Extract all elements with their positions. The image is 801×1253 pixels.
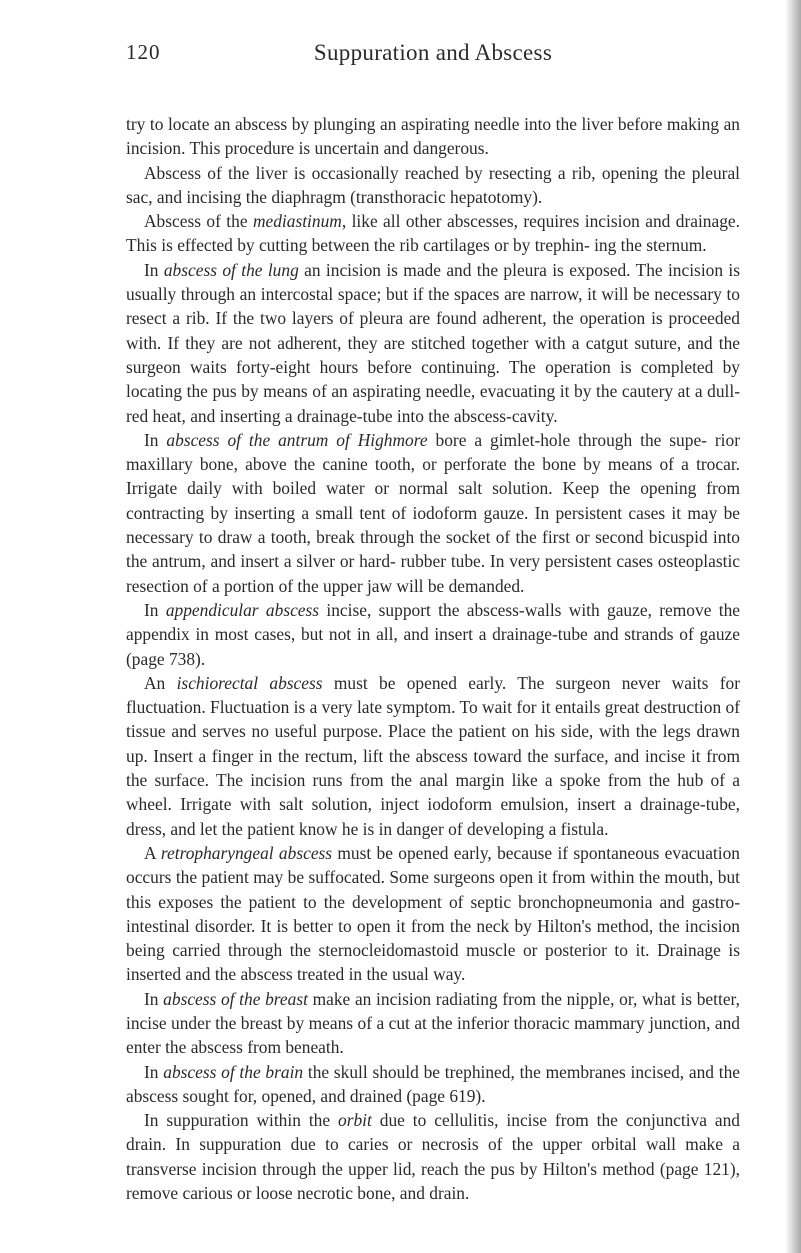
text-run: , like all other abscesses, requires incision and drainage. This is effected by cutting between the rib cartilages or by trephin- ing the sternum.: [126, 211, 740, 256]
text-run: an incision is made and the pleura is exposed. The incision is usually through an intercostal space; but if the spaces are narrow, it will be necessary to resect a rib. If the two layers of pleura are found adherent, the operation is proceeded with. If they are not adherent, they are stitched together with a catgut suture, and the surgeon waits forty-eight hours before continuing. The operation is completed by locating the pus by means of an aspirating needle, evacuating it by the cautery at a dull-red heat, and inserting a drainage-tube into the abscess-cavity.: [126, 259, 740, 426]
page-edge-shadow: [785, 0, 801, 1253]
italic-term: abscess of the lung: [163, 259, 299, 280]
text-run: In: [144, 599, 166, 620]
italic-term: abscess of the antrum of Highmore: [166, 429, 428, 450]
text-run: In: [144, 1061, 164, 1082]
text-run: due to cellulitis, incise from the conjunctiva and drain. In suppuration due to caries or necrosis of the upper orbital wall make a transverse incision through the upper lid, reach the pus by Hilton's method (page 121), remove carious or loose necrotic bone, and drain.: [126, 1110, 740, 1204]
italic-term: appendicular abscess: [165, 599, 320, 620]
body-text: [126, 112, 740, 1205]
paragraph: [126, 1060, 740, 1109]
text-run: An: [144, 672, 177, 693]
text-run: try to locate an abscess by plunging an aspirating needle into the liver before making an incision. This procedure is uncertain and dangerous.: [126, 114, 740, 159]
paragraph: [126, 841, 740, 987]
italic-term: ischiorectal abscess: [176, 672, 323, 693]
paragraph: [126, 598, 740, 671]
italic-term: retropharyngeal abscess: [160, 842, 333, 863]
paragraph: [126, 258, 740, 428]
text-run: incise, support the abscess-walls with gauze, remove the appendix in most cases, but not in all, and insert a drainage-tube and strands of gauze (page 738).: [126, 599, 740, 669]
page-number: 120: [126, 40, 161, 64]
paragraph: [126, 428, 740, 598]
italic-term: mediastinum: [252, 211, 342, 232]
page-header: [126, 40, 740, 80]
text-run: Abscess of the: [144, 211, 253, 232]
paragraph: [126, 987, 740, 1060]
text-run: bore a gimlet-hole through the supe- rior maxillary bone, above the canine tooth, or perforate the bone by means of a trocar. Irrigate daily with boiled water or normal salt solution. Keep the opening from contracting by inserting a small tent of iodoform gauze. In persistent cases it may be necessary to draw a tooth, break through the socket of the first or second bicuspid into the antrum, and insert a silver or hard- rubber tube. In very persistent cases osteoplastic resection of a portion of the upper jaw will be demanded.: [126, 429, 740, 596]
text-run: Abscess of the liver is occasionally reached by resecting a rib, opening the pleural sac, and incising the diaphragm (transthoracic hepatotomy).: [126, 162, 740, 207]
paragraph: [126, 112, 740, 161]
text-run: In suppuration within the: [144, 1110, 339, 1131]
italic-term: orbit: [338, 1110, 372, 1131]
text-run: must be opened early, because if spontaneous evacuation occurs the patient may be suffocated. Some surgeons open it from within the mouth, but this exposes the patient to the development of septic bronchopneumonia and gastro-intestinal disorder. It is better to open it from the neck by Hilton's method, the incision being carried through the sternocleidomastoid muscle or posterior to it. Drainage is inserted and the abscess treated in the usual way.: [126, 842, 740, 985]
text-run: In: [144, 988, 164, 1009]
text-run: make an incision radiating from the nipple, or, what is better, incise under the breast by means of a cut at the inferior thoracic mammary junction, and enter the abscess from beneath.: [126, 988, 740, 1058]
italic-term: abscess of the brain: [163, 1061, 304, 1082]
text-run: In: [144, 259, 164, 280]
running-title: Suppuration and Abscess: [313, 40, 553, 65]
paragraph: [126, 161, 740, 210]
paragraph: [126, 671, 740, 841]
text-run: In: [144, 429, 167, 450]
italic-term: abscess of the breast: [163, 988, 308, 1009]
text-run: must be opened early. The surgeon never waits for fluctuation. Fluctuation is a very late symptom. To wait for it entails great destruction of tissue and serves no useful purpose. Place the patient on his side, with the legs drawn up. Insert a finger in the rectum, lift the abscess toward the surface, and incise it from the surface. The incision runs from the anal margin like a spoke from the hub of a wheel. Irrigate with salt solution, inject iodoform emulsion, insert a drainage-tube, dress, and let the patient know he is in danger of developing a fistula.: [126, 672, 740, 839]
paragraph: [126, 209, 740, 258]
text-run: the skull should be trephined, the membranes incised, and the abscess sought for, opened, and drained (page 619).: [126, 1061, 740, 1106]
paragraph: [126, 1108, 740, 1205]
text-run: A: [144, 842, 161, 863]
